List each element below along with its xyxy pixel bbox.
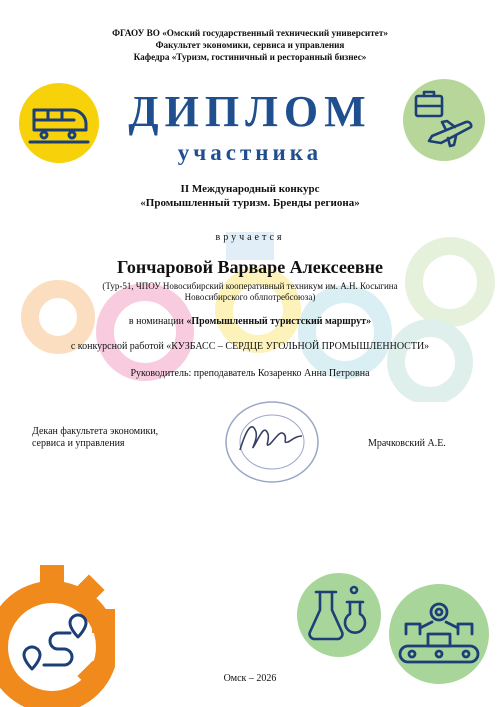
diploma-title: ДИПЛОМ xyxy=(128,87,372,136)
organization-line2: Новосибирского облпотребсоюза) xyxy=(184,292,316,302)
recipient-name: Гончаровой Варваре Алексеевне xyxy=(117,257,383,277)
conveyor-robot-icon xyxy=(386,582,492,686)
contest-name-line2: «Промышленный туризм. Бренды региона» xyxy=(140,197,360,209)
supervisor-line: Руководитель: преподаватель Козаренко Анна Петровна xyxy=(130,368,370,379)
dean-title-line2: сервиса и управления xyxy=(32,438,125,449)
stamp-icon xyxy=(222,398,322,486)
work-title: с конкурсной работой «КУЗБАСС – СЕРДЦЕ УГОЛЬНОЙ ПРОМЫШЛЕННОСТИ» xyxy=(70,341,430,352)
lab-flasks-icon xyxy=(296,572,382,658)
contest-name-line1: II Международный конкурс xyxy=(180,183,320,195)
dean-title xyxy=(32,426,158,450)
dean-name: Мрачковский А.Е. xyxy=(368,438,446,449)
department-line: Кафедра «Туризм, гостиничный и ресторанный бизнес» xyxy=(133,52,367,62)
nomination-line xyxy=(0,316,500,328)
diploma-subtitle: участника xyxy=(177,140,323,165)
organization-line1: (Тур-51, ЧПОУ Новосибирский кооперативный техникум им. А.Н. Косыгина xyxy=(102,281,398,291)
nomination-name: «Промышленный туристский маршрут» xyxy=(186,316,372,327)
city-year: Омск – 2026 xyxy=(223,673,277,684)
dean-title-line1: Декан факультета экономики, xyxy=(32,426,159,437)
university-line: ФГАОУ ВО «Омский государственный технический университет» xyxy=(112,28,388,38)
location-route-icon xyxy=(0,565,115,707)
faculty-line: Факультет экономики, сервиса и управления xyxy=(155,40,345,50)
awarded-text: вручается xyxy=(215,232,285,243)
nomination-prefix: в номинации xyxy=(128,316,187,327)
